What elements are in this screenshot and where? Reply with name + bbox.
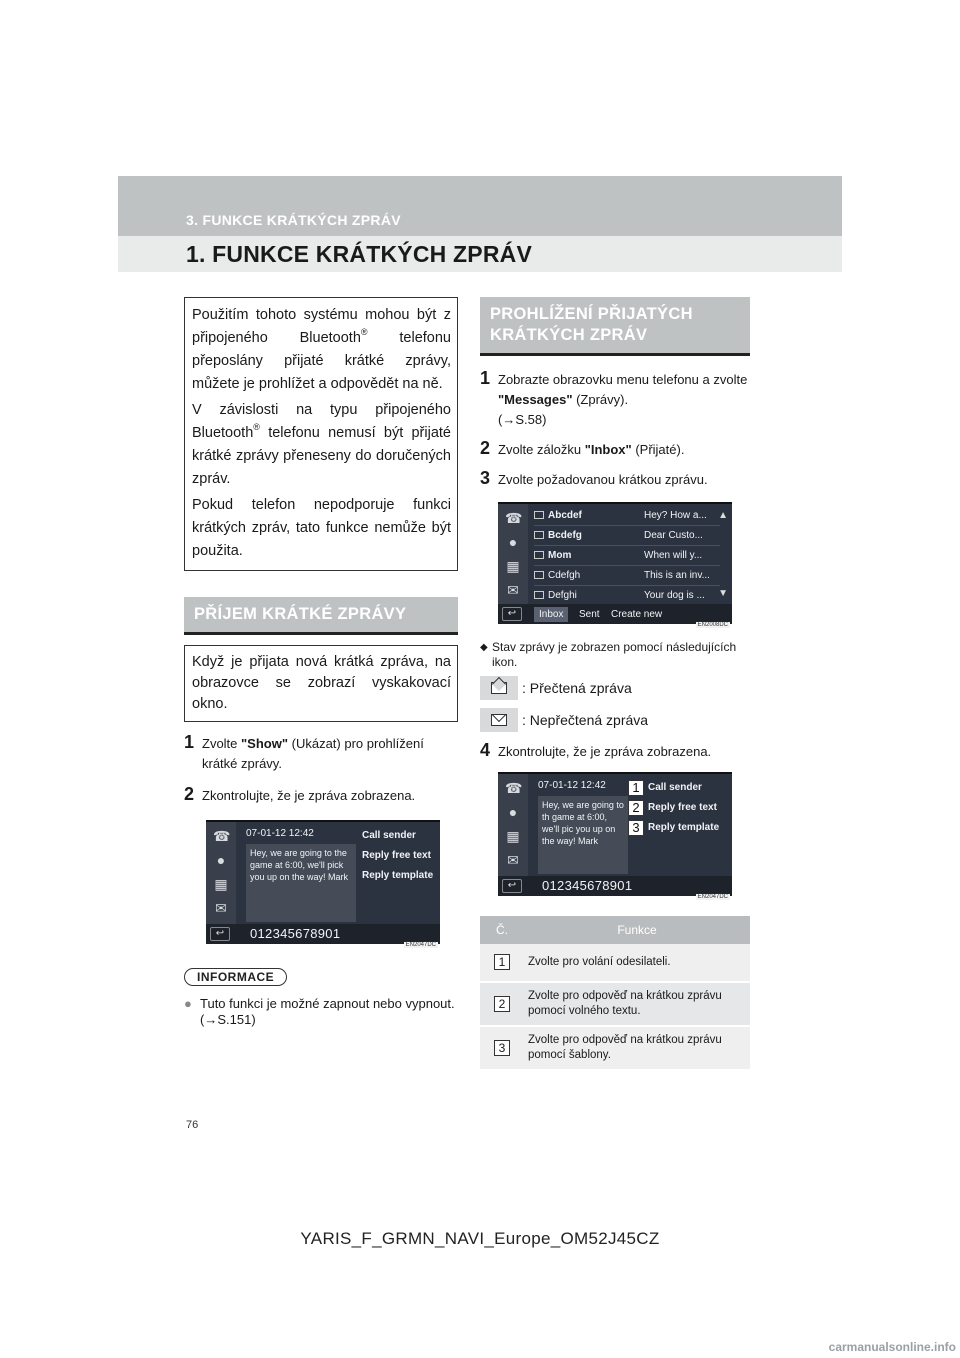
row-text: Zvolte pro odpověď na krátkou zprávu pomocí volného textu. xyxy=(524,982,750,1026)
reply-template-button[interactable]: Reply template xyxy=(362,870,434,881)
inbox-row[interactable]: Defghi Your dog is ... xyxy=(534,586,720,606)
inbox-row[interactable]: Mom When will y... xyxy=(534,546,720,566)
message-date: 07-01-12 12:42 xyxy=(538,780,606,791)
badge-3: 3 xyxy=(628,820,644,836)
back-icon[interactable]: ↩ xyxy=(502,607,522,621)
intro-paragraph-3: Pokud telefon nepodporuje funkci krátkých zpráv, tato funkce nemůže být použita. xyxy=(192,497,451,559)
view-heading: PROHLÍŽENÍ PŘIJATÝCH KRÁTKÝCH ZPRÁV xyxy=(480,297,750,356)
receive-heading: PŘÍJEM KRÁTKÉ ZPRÁVY xyxy=(184,597,458,635)
row-badge: 3 xyxy=(494,1040,510,1056)
row-text: Zvolte pro volání odesilateli. xyxy=(524,944,750,982)
col-num-header: Č. xyxy=(480,916,524,944)
message-screen xyxy=(206,820,440,944)
informace-block xyxy=(184,968,458,1028)
tab-inbox[interactable]: Inbox xyxy=(534,607,568,622)
phone-number: 012345678901 xyxy=(542,878,633,893)
intro-paragraph-1: Použitím tohoto systému mohou být z připojeného Bluetooth® telefonu přeposlány přijaté krátké zprávy, můžete je prohlížet a odpovědět na ně. xyxy=(192,307,451,392)
row-badge: 1 xyxy=(494,954,510,970)
back-icon[interactable]: ↩ xyxy=(210,927,230,941)
unread-envelope-icon xyxy=(534,531,544,539)
page-number: 76 xyxy=(186,1119,199,1131)
phone-icon: ☎ xyxy=(505,510,523,526)
col-func-header: Funkce xyxy=(524,916,750,944)
function-table xyxy=(480,916,750,1071)
screen-caption: EN2008DC xyxy=(697,622,728,628)
receive-step-1: 1 Zvolte "Show" (Ukázat) pro prohlížení krátké zprávy. xyxy=(184,732,424,771)
reply-template-button[interactable]: Reply template xyxy=(648,822,720,833)
view-step-1: 1 Zobrazte obrazovku menu telefonu a zvolte "Messages" (Zprávy). (→S.58) xyxy=(480,368,748,427)
table-header xyxy=(480,916,750,944)
keypad-icon: ▦ xyxy=(214,876,228,892)
screen-caption: EN2047DC xyxy=(697,894,728,900)
right-column xyxy=(480,297,750,1071)
reply-free-text-button[interactable]: Reply free text xyxy=(362,850,431,861)
view-step-3: 3 Zvolte požadovanou krátkou zprávu. xyxy=(480,468,708,488)
section-label: 3. FUNKCE KRÁTKÝCH ZPRÁV xyxy=(186,212,401,228)
table-row xyxy=(480,944,750,982)
legend-read: : Přečtená zpráva xyxy=(480,676,750,700)
page-title: 1. FUNKCE KRÁTKÝCH ZPRÁV xyxy=(186,241,532,267)
informace-item: ● Tuto funkci je možné zapnout nebo vypnout. (→S.151) xyxy=(184,996,455,1027)
row-badge: 2 xyxy=(494,996,510,1012)
message-body: Hey, we are going to th game at 6:00, we'll pic you up on the way! Mark xyxy=(538,796,628,874)
screen-caption: EN2047DC xyxy=(405,942,436,948)
view-step-2: 2 Zvolte záložku "Inbox" (Přijaté). xyxy=(480,438,685,458)
envelope-icon: ✉ xyxy=(507,582,519,598)
message-body: Hey, we are going to the game at 6:00, we'll pick you up on the way! Mark xyxy=(246,844,356,922)
unread-envelope-icon xyxy=(534,511,544,519)
unread-envelope-icon xyxy=(534,551,544,559)
view-bullet: ◆ Stav zprávy je zobrazen pomocí následujících ikon. xyxy=(480,640,737,669)
view-step-4: 4 Zkontrolujte, že je zpráva zobrazena. xyxy=(480,740,712,760)
tab-sent[interactable]: Sent xyxy=(579,609,600,620)
keypad-icon: ▦ xyxy=(506,558,520,574)
informace-label: INFORMACE xyxy=(184,968,287,986)
read-envelope-icon xyxy=(534,591,544,599)
contact-icon: ● xyxy=(508,804,518,820)
unread-message-icon xyxy=(480,708,518,732)
left-column xyxy=(184,297,458,1028)
call-sender-button[interactable]: Call sender xyxy=(362,830,416,841)
scroll-up-icon[interactable]: ▲ xyxy=(718,510,728,521)
call-sender-button[interactable]: Call sender xyxy=(648,782,702,793)
intro-box xyxy=(184,297,458,571)
row-text: Zvolte pro odpověď na krátkou zprávu pomocí šablony. xyxy=(524,1026,750,1070)
read-message-icon xyxy=(480,676,518,700)
inbox-row[interactable]: Bcdefg Dear Custo... xyxy=(534,526,720,546)
inbox-row[interactable]: Cdefgh This is an inv... xyxy=(534,566,720,586)
envelope-icon: ✉ xyxy=(507,852,519,868)
receive-info-box: Když je přijata nová krátká zpráva, na obrazovce se zobrazí vyskakovací okno. xyxy=(184,645,458,722)
tab-create-new[interactable]: Create new xyxy=(611,609,663,620)
legend-unread: : Nepřečtená zpráva xyxy=(480,708,750,732)
keypad-icon: ▦ xyxy=(506,828,520,844)
scroll-down-icon[interactable]: ▼ xyxy=(718,588,728,599)
contact-icon: ● xyxy=(508,534,518,550)
phone-icon: ☎ xyxy=(213,828,231,844)
badge-2: 2 xyxy=(628,800,644,816)
table-row xyxy=(480,1026,750,1070)
watermark: carmanualsonline.info xyxy=(828,1340,956,1354)
read-envelope-icon xyxy=(534,571,544,579)
message-date: 07-01-12 12:42 xyxy=(246,828,314,839)
phone-icon: ☎ xyxy=(505,780,523,796)
message-screen-numbered xyxy=(498,772,732,896)
back-icon[interactable]: ↩ xyxy=(502,879,522,893)
intro-paragraph-2: V závislosti na typu připojeného Bluetooth® telefonu nemusí být přijaté krátké zprávy přeneseny do doručených zpráv. xyxy=(192,402,451,487)
inbox-row[interactable]: Abcdef Hey? How a... xyxy=(534,506,720,526)
contact-icon: ● xyxy=(216,852,226,868)
inbox-screen xyxy=(498,502,732,624)
badge-1: 1 xyxy=(628,780,644,796)
receive-step-2: 2 Zkontrolujte, že je zpráva zobrazena. xyxy=(184,784,416,804)
envelope-icon: ✉ xyxy=(215,900,227,916)
phone-number: 012345678901 xyxy=(250,926,341,941)
table-row xyxy=(480,982,750,1026)
document-code: YARIS_F_GRMN_NAVI_Europe_OM52J45CZ xyxy=(300,1229,660,1248)
reply-free-text-button[interactable]: Reply free text xyxy=(648,802,717,813)
